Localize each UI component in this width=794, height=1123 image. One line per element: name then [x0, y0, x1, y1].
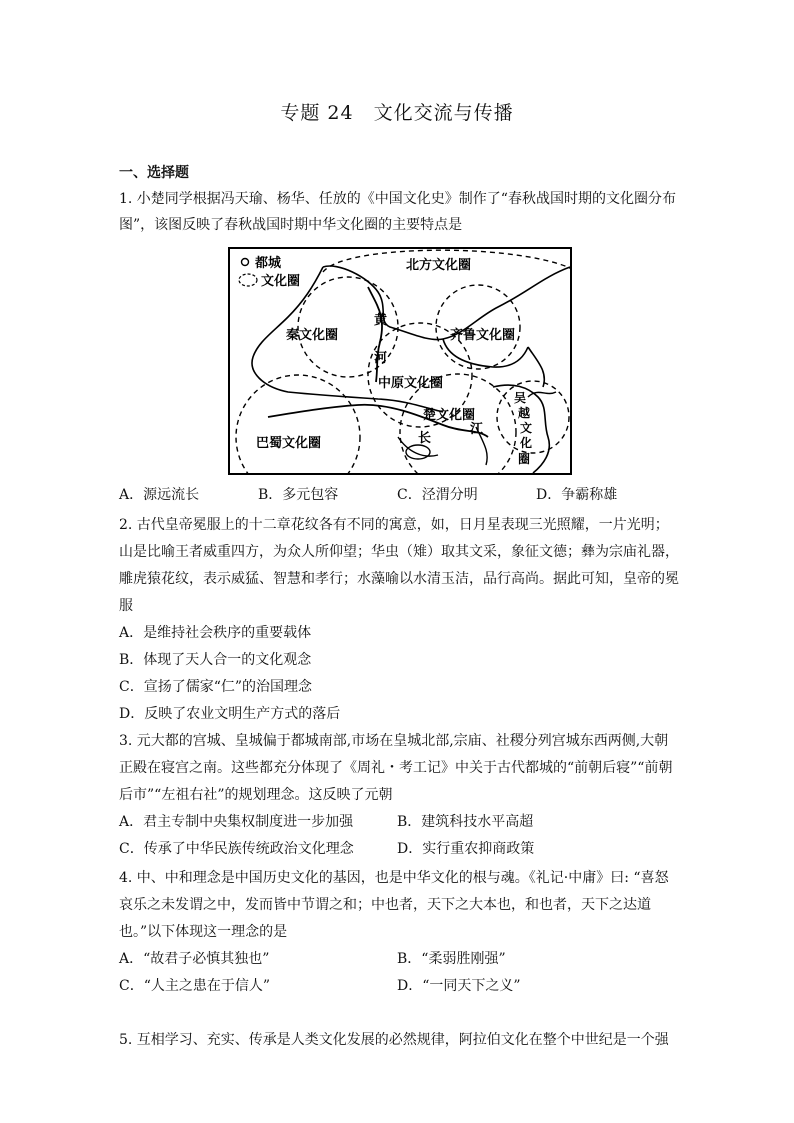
- question-text: 图”，该图反映了春秋战国时期中华文化圈的主要特点是: [119, 217, 463, 233]
- page-title: 专题 24 文化交流与传播: [280, 102, 514, 124]
- question-text: 也。”以下体现这一理念的是: [119, 924, 288, 940]
- question-text: 2. 古代皇帝冕服上的十二章花纹各有不同的寓意，如，日月星表现三光照耀，一片光明；: [119, 517, 669, 533]
- question-text: 5. 互相学习、充实、传承是人类文化发展的必然规律，阿拉伯文化在整个中世纪是一个强: [119, 1032, 669, 1048]
- he-label: 河: [374, 351, 388, 366]
- option-c: C．宣扬了儒家“仁”的治国理念: [119, 679, 313, 695]
- chang-label: 长: [418, 431, 432, 446]
- option-d: D．争霸称雄: [536, 487, 618, 503]
- wuyue-label: 吴: [514, 391, 527, 405]
- wuyue-label: 越: [518, 406, 531, 420]
- question-text: 山是比喻王者威重四方，为众人所仰望；华虫（雉）取其文采，象征文德；彝为宗庙礼器，: [119, 544, 679, 560]
- option-b: B．“柔弱胜刚强”: [397, 951, 506, 967]
- legend-capital-label: 都城: [255, 256, 282, 271]
- option-b: B．建筑科技水平高超: [397, 814, 534, 830]
- culture-circle-map: [228, 247, 572, 475]
- option-a: A．源远流长: [119, 487, 200, 503]
- option-d: D．反映了农业文明生产方式的落后: [119, 706, 341, 722]
- question-text: 1. 小楚同学根据冯天瑜、杨华、任放的《中国文化史》制作了“春秋战国时期的文化圈分布: [119, 191, 676, 207]
- option-c: C．传承了中华民族传统政治文化理念: [119, 841, 354, 857]
- question-text: 3. 元大都的宫城、皇城偏于都城南部,市场在皇城北部,宗庙、社稷分列宫城东西两侧,大朝: [119, 733, 669, 749]
- bashu-label: 巴蜀文化圈: [256, 436, 322, 451]
- chu-label: 楚文化圈: [423, 408, 476, 423]
- option-b: B．多元包容: [258, 487, 339, 503]
- question-text: 哀乐之未发谓之中，发而皆中节谓之和；中也者，天下之大本也，和也者，天下之达道: [119, 897, 651, 913]
- wuyue-label: 文: [520, 421, 533, 435]
- wuyue-label: 化: [520, 436, 533, 450]
- legend-circle-label: 文化圈: [261, 274, 301, 289]
- jiang-label: 江: [470, 422, 484, 437]
- qilu-label: 齐鲁文化圈: [450, 328, 516, 343]
- zhongyuan-label: 中原文化圈: [378, 376, 444, 391]
- question-text: 4. 中、中和理念是中国历史文化的基因，也是中华文化的根与魂。《礼记·中庸》曰: “喜怒: [119, 870, 669, 886]
- option-d: D．“一同天下之义”: [397, 978, 521, 994]
- north-label: 北方文化圈: [406, 258, 472, 273]
- wuyue-label: 圈: [518, 452, 531, 466]
- qin-label: 秦文化圈: [286, 328, 339, 343]
- huang-label: 黄: [374, 313, 388, 328]
- option-d: D．实行重农抑商政策: [397, 841, 535, 857]
- question-text: 雕虎猿花纹，表示威猛、智慧和孝行；水藻喻以水清玉洁，品行高尚。据此可知，皇帝的冕: [119, 571, 679, 587]
- option-c: C．“人主之患在于信人”: [119, 978, 271, 994]
- section-heading: 一、选择题: [119, 165, 189, 181]
- option-a: A．是维持社会秩序的重要载体: [119, 625, 312, 641]
- option-a: A．“故君子必慎其独也”: [119, 951, 270, 967]
- option-b: B．体现了天人合一的文化观念: [119, 652, 312, 668]
- question-text: 正殿在寝宫之南。这些都充分体现了《周礼・考工记》中关于古代都城的“前朝后寝”“前朝: [119, 760, 673, 776]
- question-text: 服: [119, 598, 133, 614]
- question-text: 后市”“左祖右社”的规划理念。这反映了元朝: [119, 787, 393, 803]
- option-c: C．泾渭分明: [397, 487, 478, 503]
- option-a: A．君主专制中央集权制度进一步加强: [119, 814, 354, 830]
